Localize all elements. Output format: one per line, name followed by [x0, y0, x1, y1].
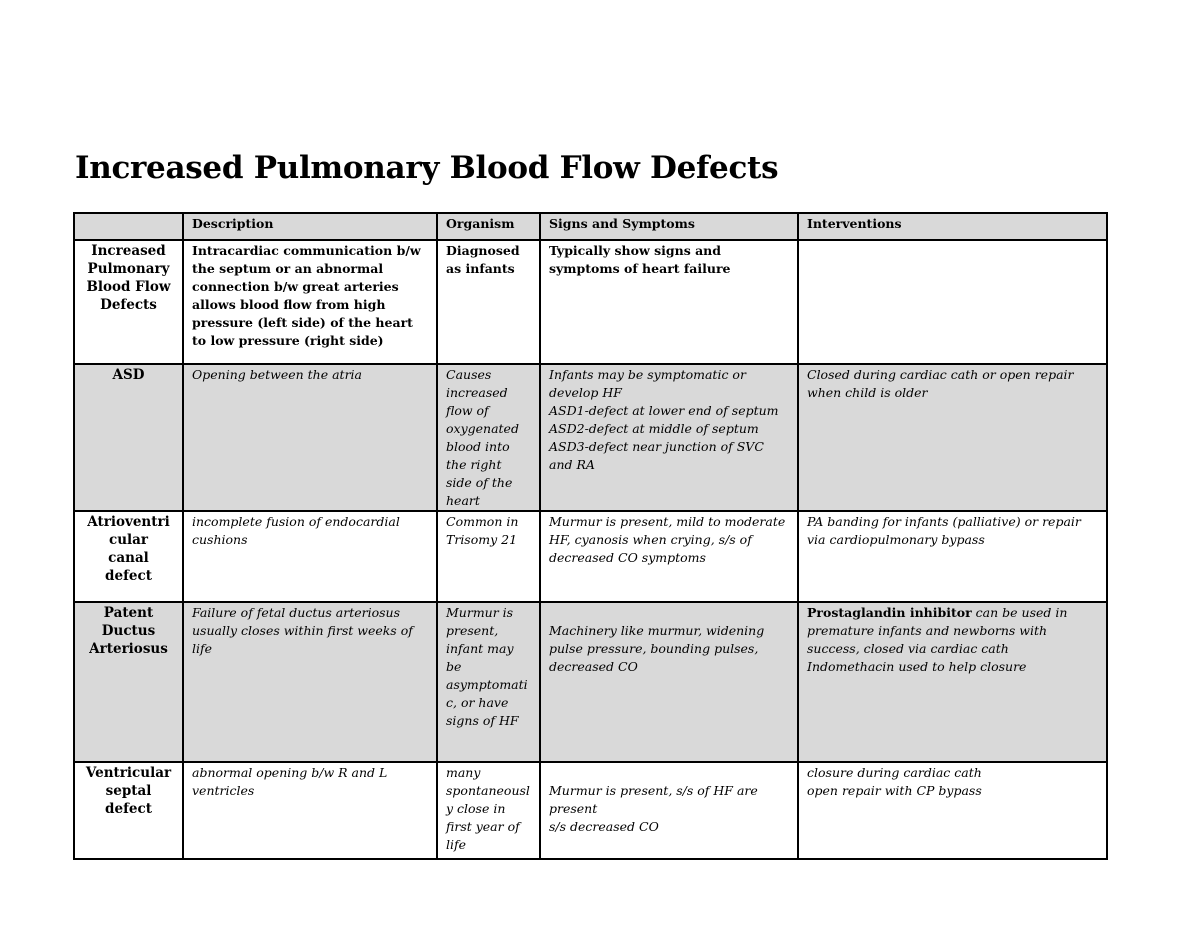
header-organism: Organism [437, 213, 540, 240]
description-cell: Intracardiac communication b/w the septum or an abnormal connection b/w great arteries allows blood flow from high pressure (left side) of the heart to low pressure (right side) [183, 240, 437, 364]
table-row [74, 602, 1107, 762]
defects-table [73, 212, 1108, 860]
organism-cell: Causes increased flow of oxygenated blood into the right side of the heart [437, 364, 540, 511]
organism-cell: many spontaneousl y close in first year of life [437, 762, 540, 859]
row-head-asd: ASD [74, 364, 183, 511]
row-head-vsd: Ventricular septal defect [74, 762, 183, 859]
header-corner-cell [74, 213, 183, 240]
interventions-cell: PA banding for infants (palliative) or repair via cardiopulmonary bypass [798, 511, 1107, 602]
header-interventions: Interventions [798, 213, 1107, 240]
table-row [74, 511, 1107, 602]
interventions-cell: closure during cardiac cath open repair with CP bypass [798, 762, 1107, 859]
signs-cell: Machinery like murmur, widening pulse pressure, bounding pulses, decreased CO [540, 602, 798, 762]
table-row [74, 240, 1107, 364]
description-cell: Opening between the atria [183, 364, 437, 511]
signs-cell: Murmur is present, s/s of HF are present s/s decreased CO [540, 762, 798, 859]
header-signs-symptoms: Signs and Symptoms [540, 213, 798, 240]
row-head-increased-pulmonary: Increased Pulmonary Blood Flow Defects [74, 240, 183, 364]
signs-cell: Infants may be symptomatic or develop HF ASD1-defect at lower end of septum ASD2-defect at middle of septum ASD3-defect near junction of SVC and RA [540, 364, 798, 511]
interventions-cell [798, 602, 1107, 762]
row-head-av-canal: Atrioventri cular canal defect [74, 511, 183, 602]
header-description: Description [183, 213, 437, 240]
row-head-pda: Patent Ductus Arteriosus [74, 602, 183, 762]
interventions-text: can be used in premature infants and newborns with success, closed via cardiac cath Indomethacin used to help closure [807, 605, 1068, 674]
organism-cell: Common in Trisomy 21 [437, 511, 540, 602]
interventions-cell [798, 240, 1107, 364]
header-row [74, 213, 1107, 240]
description-cell: Failure of fetal ductus arteriosus usually closes within first weeks of life [183, 602, 437, 762]
organism-cell: Diagnosed as infants [437, 240, 540, 364]
interventions-cell: Closed during cardiac cath or open repair when child is older [798, 364, 1107, 511]
table-row [74, 762, 1107, 859]
signs-cell: Typically show signs and symptoms of heart failure [540, 240, 798, 364]
drug-name: Prostaglandin inhibitor [807, 605, 972, 620]
table-row [74, 364, 1107, 511]
page-title: Increased Pulmonary Blood Flow Defects [75, 150, 779, 186]
organism-cell: Murmur is present, infant may be asymptomati c, or have signs of HF [437, 602, 540, 762]
description-cell: abnormal opening b/w R and L ventricles [183, 762, 437, 859]
description-cell: incomplete fusion of endocardial cushions [183, 511, 437, 602]
signs-cell: Murmur is present, mild to moderate HF, cyanosis when crying, s/s of decreased CO symptoms [540, 511, 798, 602]
